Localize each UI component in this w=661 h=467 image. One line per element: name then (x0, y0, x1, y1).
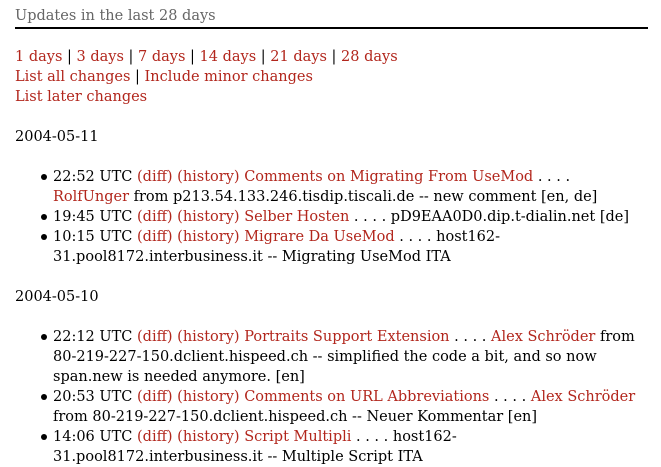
date-heading: 2004-05-11 (15, 129, 99, 145)
day-range-links (15, 47, 648, 67)
diff-link[interactable]: (diff) (137, 329, 173, 345)
change-item (53, 167, 648, 207)
history-link[interactable]: (history) (177, 389, 240, 405)
history-link[interactable]: (history) (177, 429, 240, 445)
bullet-icon (41, 214, 47, 220)
dots: . . . . (454, 329, 487, 345)
date-heading: 2004-05-10 (15, 289, 99, 305)
link-14-days[interactable]: 14 days (199, 49, 257, 65)
history-link[interactable]: (history) (177, 209, 240, 225)
host-name: host162-31.pool8172.interbusiness.it (53, 429, 457, 465)
change-summary: -- Neuer Kommentar [en] (352, 409, 538, 425)
change-summary: -- new comment [en, de] (418, 189, 598, 205)
host-name: pD9EAA0D0.dip.t-dialin.net (390, 209, 596, 225)
from-label: from (133, 189, 169, 205)
diff-link[interactable]: (diff) (137, 389, 173, 405)
later-changes-line (15, 87, 648, 107)
author-link[interactable]: Alex Schröder (491, 329, 596, 345)
link-1-days[interactable]: 1 days (15, 49, 63, 65)
separator: | (128, 49, 134, 65)
host-name: 80-219-227-150.dclient.hispeed.ch (53, 349, 309, 365)
page-link[interactable]: Portraits Support Extension (244, 329, 450, 345)
change-item (53, 427, 648, 467)
link-28-days[interactable]: 28 days (341, 49, 398, 65)
diff-link[interactable]: (diff) (137, 169, 173, 185)
change-time: 20:53 UTC (53, 389, 133, 405)
change-item (53, 387, 648, 427)
change-time: 14:06 UTC (53, 429, 133, 445)
page-link[interactable]: Migrare Da UseMod (244, 229, 395, 245)
change-item (53, 207, 648, 227)
page (15, 6, 648, 467)
dots: . . . . (353, 209, 387, 225)
link-21-days[interactable]: 21 days (270, 49, 327, 65)
history-link[interactable]: (history) (177, 329, 240, 345)
separator: | (190, 49, 195, 65)
change-item (53, 327, 648, 387)
list-all-changes-link[interactable]: List all changes (15, 69, 131, 85)
from-label: from (53, 409, 88, 425)
dots: . . . . (355, 429, 389, 445)
bullet-icon (41, 174, 47, 180)
change-summary: -- Multiple Script ITA (267, 449, 423, 465)
link-3-days[interactable]: 3 days (76, 49, 124, 65)
change-time: 22:52 UTC (53, 169, 133, 185)
separator: | (135, 69, 140, 85)
diff-link[interactable]: (diff) (137, 229, 173, 245)
page-link[interactable]: Selber Hosten (244, 209, 350, 225)
change-summary: -- Migrating UseMod ITA (267, 249, 451, 265)
bullet-icon (41, 334, 47, 340)
page-link[interactable]: Comments on URL Abbreviations (244, 389, 490, 405)
page-link[interactable]: Comments on Migrating From UseMod (244, 169, 534, 185)
history-link[interactable]: (history) (177, 169, 240, 185)
page-title: Updates in the last 28 days (15, 8, 216, 24)
change-time: 22:12 UTC (53, 329, 133, 345)
bullet-icon (41, 394, 47, 400)
author-link[interactable]: Alex Schröder (530, 389, 636, 405)
dots: . . . . (399, 229, 432, 245)
page-link[interactable]: Script Multipli (244, 429, 352, 445)
host-name: 80-219-227-150.dclient.hispeed.ch (92, 409, 348, 425)
separator: | (67, 49, 72, 65)
link-7-days[interactable]: 7 days (138, 49, 186, 65)
from-label: from (599, 329, 635, 345)
change-filter-links (15, 67, 648, 87)
dots: . . . . (537, 169, 571, 185)
change-item (53, 227, 648, 267)
bullet-icon (41, 234, 47, 240)
dots: . . . . (493, 389, 527, 405)
change-time: 19:45 UTC (53, 209, 133, 225)
diff-link[interactable]: (diff) (137, 209, 173, 225)
host-name: host162-31.pool8172.interbusiness.it (53, 229, 501, 265)
list-later-changes-link[interactable]: List later changes (15, 89, 148, 105)
separator: | (260, 49, 266, 65)
host-name: p213.54.133.246.tisdip.tiscali.de (173, 189, 415, 205)
header (15, 6, 648, 29)
change-summary: -- simplified the code a bit, and so now span.new is needed anymore. [en] (53, 349, 597, 385)
include-minor-changes-link[interactable]: Include minor changes (144, 69, 313, 85)
history-link[interactable]: (history) (177, 229, 240, 245)
diff-link[interactable]: (diff) (137, 429, 173, 445)
change-list (15, 327, 648, 467)
separator: | (331, 49, 337, 65)
change-list (15, 167, 648, 267)
nav-links (15, 47, 648, 107)
bullet-icon (41, 434, 47, 440)
change-summary: [de] (599, 209, 630, 225)
author-link[interactable]: RolfUnger (53, 189, 130, 205)
change-time: 10:15 UTC (53, 229, 133, 245)
